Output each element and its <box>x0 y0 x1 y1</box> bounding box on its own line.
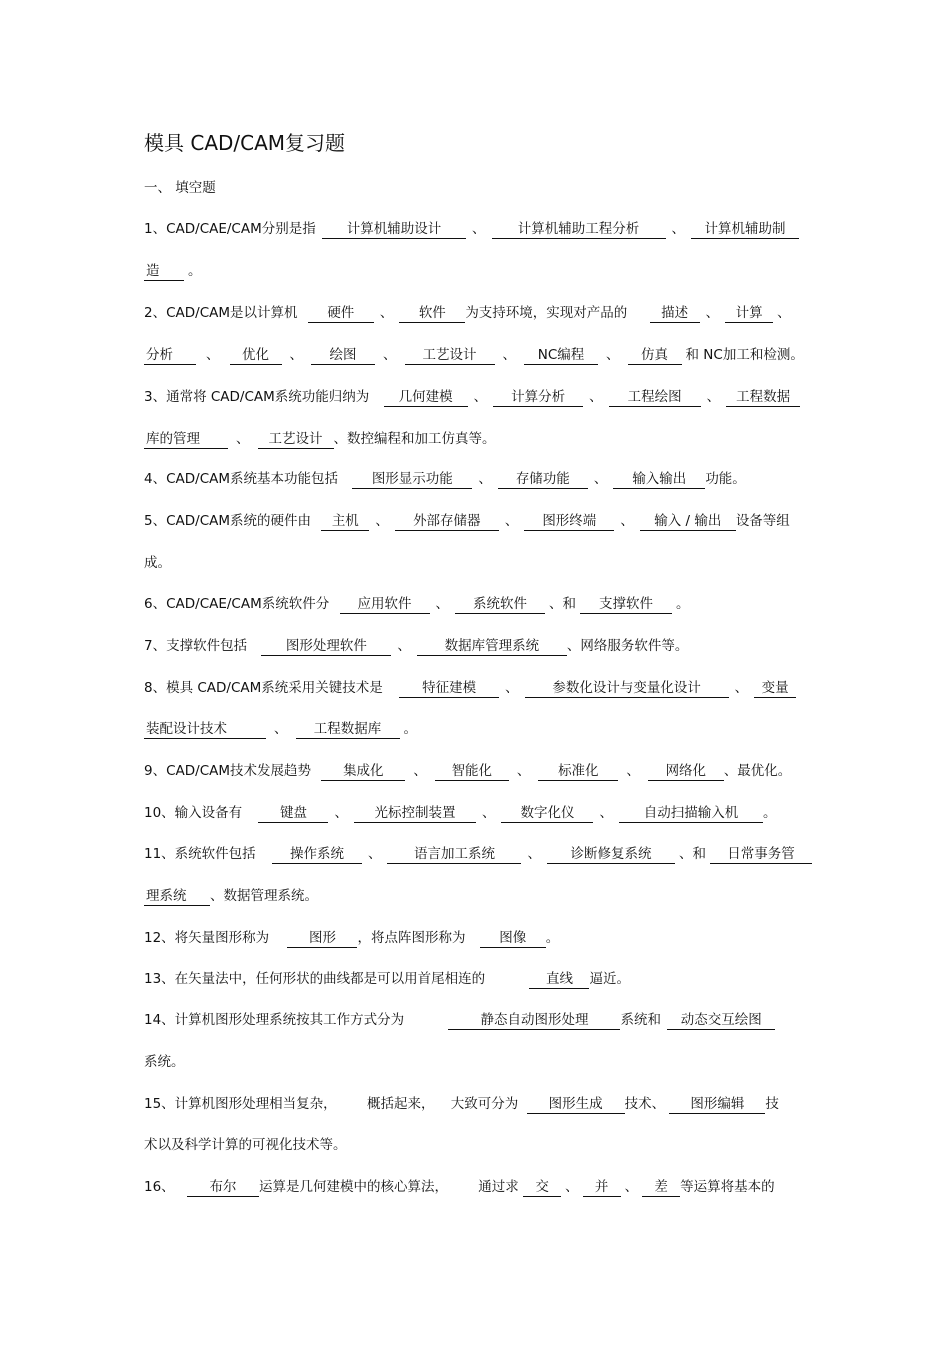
question-text: 8、模具 CAD/CAM系统采用关键技术是 <box>144 680 383 696</box>
question-9 <box>144 761 791 781</box>
question-text: 3、通常将 CAD/CAM系统功能归纳为 <box>144 389 370 405</box>
separator: 、 <box>505 680 519 696</box>
answer-blank: 图形编辑 <box>669 1096 765 1114</box>
question-2-cont <box>144 345 804 365</box>
separator: 、 <box>481 805 496 821</box>
answer-blank: 键盘 <box>258 805 328 823</box>
answer-blank: 图形终端 <box>524 513 614 531</box>
answer-blank: 智能化 <box>435 763 509 781</box>
answer-blank: 分析 <box>144 347 196 365</box>
question-text: 运算是几何建模中的核心算法， <box>258 1179 448 1195</box>
separator: 、 <box>334 805 348 821</box>
question-text: 概括起来， <box>366 1096 435 1112</box>
question-text: 系统和 <box>620 1012 661 1028</box>
separator: 、和 <box>549 596 577 612</box>
question-text: ，将点阵图形称为 <box>357 930 466 946</box>
separator: 、 <box>626 763 640 779</box>
answer-blank: 库的管理 <box>144 431 228 449</box>
answer-blank: 工艺设计 <box>258 431 334 449</box>
question-text: 11、系统软件包括 <box>144 846 256 862</box>
answer-blank: 几何建模 <box>384 389 468 407</box>
answer-blank: 造 <box>144 263 184 281</box>
separator: 、 <box>435 596 450 612</box>
answer-blank: 存储功能 <box>498 471 588 489</box>
answer-blank: 图形显示功能 <box>352 471 472 489</box>
question-2 <box>144 303 795 323</box>
separator: 、 <box>289 347 303 363</box>
question-15-cont: 术以及科学计算的可视化技术等。 <box>144 1137 347 1153</box>
answer-blank: 工程数据库 <box>296 721 400 739</box>
answer-blank: 支撑软件 <box>580 596 672 614</box>
question-1 <box>144 219 799 239</box>
question-text: 功能。 <box>705 471 746 487</box>
answer-blank: 集成化 <box>321 763 405 781</box>
answer-blank: 计算分析 <box>493 389 583 407</box>
question-14-cont: 系统。 <box>144 1054 185 1070</box>
question-3 <box>144 387 800 407</box>
answer-blank: 差 <box>642 1179 680 1197</box>
answer-blank: 诊断修复系统 <box>547 846 675 864</box>
answer-blank: 工程数据 <box>726 389 800 407</box>
question-text: 大致可分为 <box>450 1096 519 1112</box>
question-1-cont <box>144 261 202 281</box>
answer-blank: 主机 <box>321 513 369 531</box>
answer-blank: 光标控制装置 <box>354 805 476 823</box>
separator: 、 <box>478 471 492 487</box>
question-text: 。 <box>188 263 202 279</box>
separator: 、 <box>379 305 394 321</box>
question-8-cont <box>144 719 417 739</box>
question-text: 。 <box>762 805 777 821</box>
question-16 <box>144 1177 775 1197</box>
separator: 、 <box>473 389 488 405</box>
answer-blank: 静态自动图形处理 <box>448 1012 620 1030</box>
answer-blank: 工程绘图 <box>609 389 701 407</box>
separator: 、 <box>206 347 220 363</box>
answer-blank: 理系统 <box>144 888 210 906</box>
separator: 、 <box>734 680 749 696</box>
answer-blank: 图像 <box>480 930 546 948</box>
question-7 <box>144 636 688 656</box>
question-12 <box>144 928 559 948</box>
separator: 、 <box>671 221 686 237</box>
answer-blank: 计算机辅助制 <box>691 221 799 239</box>
question-text: 通过求 <box>478 1179 519 1195</box>
question-text: 。 <box>545 930 560 946</box>
question-text: 6、CAD/CAE/CAM系统软件分 <box>144 596 330 612</box>
question-text: 5、CAD/CAM系统的硬件由 <box>144 513 312 529</box>
answer-blank: 仿真 <box>628 347 682 365</box>
question-text: 和 NC加工和检测。 <box>685 347 804 363</box>
separator: 、 <box>516 763 531 779</box>
question-text: 12、将矢量图形称为 <box>144 930 270 946</box>
separator: 、 <box>593 471 608 487</box>
answer-blank: 图形生成 <box>527 1096 625 1114</box>
question-text: 9、CAD/CAM技术发展趋势 <box>144 763 312 779</box>
answer-blank: 日常事务管 <box>710 846 812 864</box>
question-5-cont: 成。 <box>144 555 171 571</box>
separator: 、 <box>375 513 389 529</box>
answer-blank: 变量 <box>754 680 796 698</box>
answer-blank: 绘图 <box>311 347 375 365</box>
separator: 、 <box>706 389 721 405</box>
separator: 、 <box>383 347 397 363</box>
question-text: 2、CAD/CAM是以计算机 <box>144 305 298 321</box>
separator: 、 <box>367 846 382 862</box>
question-text: 。 <box>676 596 690 612</box>
question-text: 、数控编程和加工仿真等。 <box>333 431 496 447</box>
question-text: 、数据管理系统。 <box>210 888 318 904</box>
separator: 、 <box>397 638 411 654</box>
answer-blank: 交 <box>523 1179 561 1197</box>
question-3-cont <box>144 429 496 449</box>
answer-blank: 装配设计技术 <box>144 721 266 739</box>
answer-blank: 计算机辅助设计 <box>322 221 466 239</box>
question-text: 技术、 <box>624 1096 666 1112</box>
answer-blank: 标准化 <box>538 763 618 781</box>
question-text: 、最优化。 <box>723 763 792 779</box>
separator: 、 <box>472 221 486 237</box>
question-text: 逼近。 <box>589 971 630 987</box>
question-15 <box>144 1094 779 1114</box>
question-text: 10、输入设备有 <box>144 805 243 821</box>
page-title: 模具 CAD/CAM复习题 <box>144 131 346 155</box>
answer-blank: 软件 <box>399 305 465 323</box>
question-text: 4、CAD/CAM系统基本功能包括 <box>144 471 339 487</box>
answer-blank: 直线 <box>529 971 589 989</box>
separator: 、 <box>236 431 250 447</box>
answer-blank: 操作系统 <box>272 846 362 864</box>
question-11 <box>144 844 812 864</box>
separator: 、 <box>527 846 541 862</box>
question-text: 7、支撑软件包括 <box>144 638 248 654</box>
separator: 、 <box>606 347 620 363</box>
answer-blank: 系统软件 <box>455 596 545 614</box>
question-11-cont <box>144 886 318 906</box>
question-text: 等运算将基本的 <box>680 1179 775 1195</box>
separator: 、 <box>599 805 613 821</box>
answer-blank: 描述 <box>650 305 700 323</box>
question-14 <box>144 1010 775 1030</box>
separator: 、 <box>620 513 634 529</box>
separator: 、 <box>504 513 519 529</box>
answer-blank: 特征建模 <box>399 680 499 698</box>
answer-blank: 计算机辅助工程分析 <box>492 221 666 239</box>
separator: 、 <box>274 721 288 737</box>
separator: 、 <box>502 347 516 363</box>
question-text: 1、CAD/CAE/CAM分别是指 <box>144 221 316 237</box>
separator: 、 <box>705 305 720 321</box>
separator: 、和 <box>678 846 706 862</box>
answer-blank: 动态交互绘图 <box>667 1012 775 1030</box>
answer-blank: 布尔 <box>187 1179 259 1197</box>
answer-blank: NC编程 <box>524 347 598 365</box>
answer-blank: 工艺设计 <box>405 347 495 365</box>
answer-blank: 输入 / 输出 <box>640 513 736 531</box>
separator: 、 <box>413 763 427 779</box>
question-text: 。 <box>403 721 417 737</box>
question-10 <box>144 803 776 823</box>
question-5 <box>144 511 790 531</box>
answer-blank: 图形处理软件 <box>261 638 391 656</box>
answer-blank: 图形 <box>287 930 357 948</box>
answer-blank: 自动扫描输入机 <box>619 805 763 823</box>
answer-blank: 输入输出 <box>613 471 705 489</box>
separator: 、 <box>565 1179 579 1195</box>
answer-blank: 网络化 <box>648 763 724 781</box>
answer-blank: 数据库管理系统 <box>417 638 567 656</box>
answer-blank: 硬件 <box>308 305 374 323</box>
question-text: 、网络服务软件等。 <box>566 638 689 654</box>
answer-blank: 数字化仪 <box>501 805 593 823</box>
answer-blank: 优化 <box>230 347 282 365</box>
separator: 、 <box>589 389 603 405</box>
separator: 、 <box>624 1179 639 1195</box>
answer-blank: 参数化设计与变量化设计 <box>525 680 729 698</box>
question-text: 14、计算机图形处理系统按其工作方式分为 <box>144 1012 405 1028</box>
answer-blank: 应用软件 <box>340 596 430 614</box>
answer-blank: 并 <box>583 1179 621 1197</box>
section-heading: 一、 填空题 <box>144 180 216 196</box>
question-text: 16、 <box>144 1179 175 1195</box>
question-text: 设备等组 <box>735 513 790 529</box>
separator: 、 <box>777 305 791 321</box>
answer-blank: 计算 <box>725 305 773 323</box>
question-text: 15、计算机图形处理相当复杂， <box>144 1096 337 1112</box>
answer-blank: 语言加工系统 <box>387 846 521 864</box>
answer-blank: 外部存储器 <box>395 513 499 531</box>
question-8 <box>144 678 796 698</box>
question-text: 13、在矢量法中，任何形状的曲线都是可以用首尾相连的 <box>144 971 486 987</box>
question-text: 技 <box>765 1096 779 1112</box>
question-6 <box>144 594 690 614</box>
question-text: 为支持环境，实现对产品的 <box>465 305 628 321</box>
question-13 <box>144 969 630 989</box>
question-4 <box>144 469 746 489</box>
